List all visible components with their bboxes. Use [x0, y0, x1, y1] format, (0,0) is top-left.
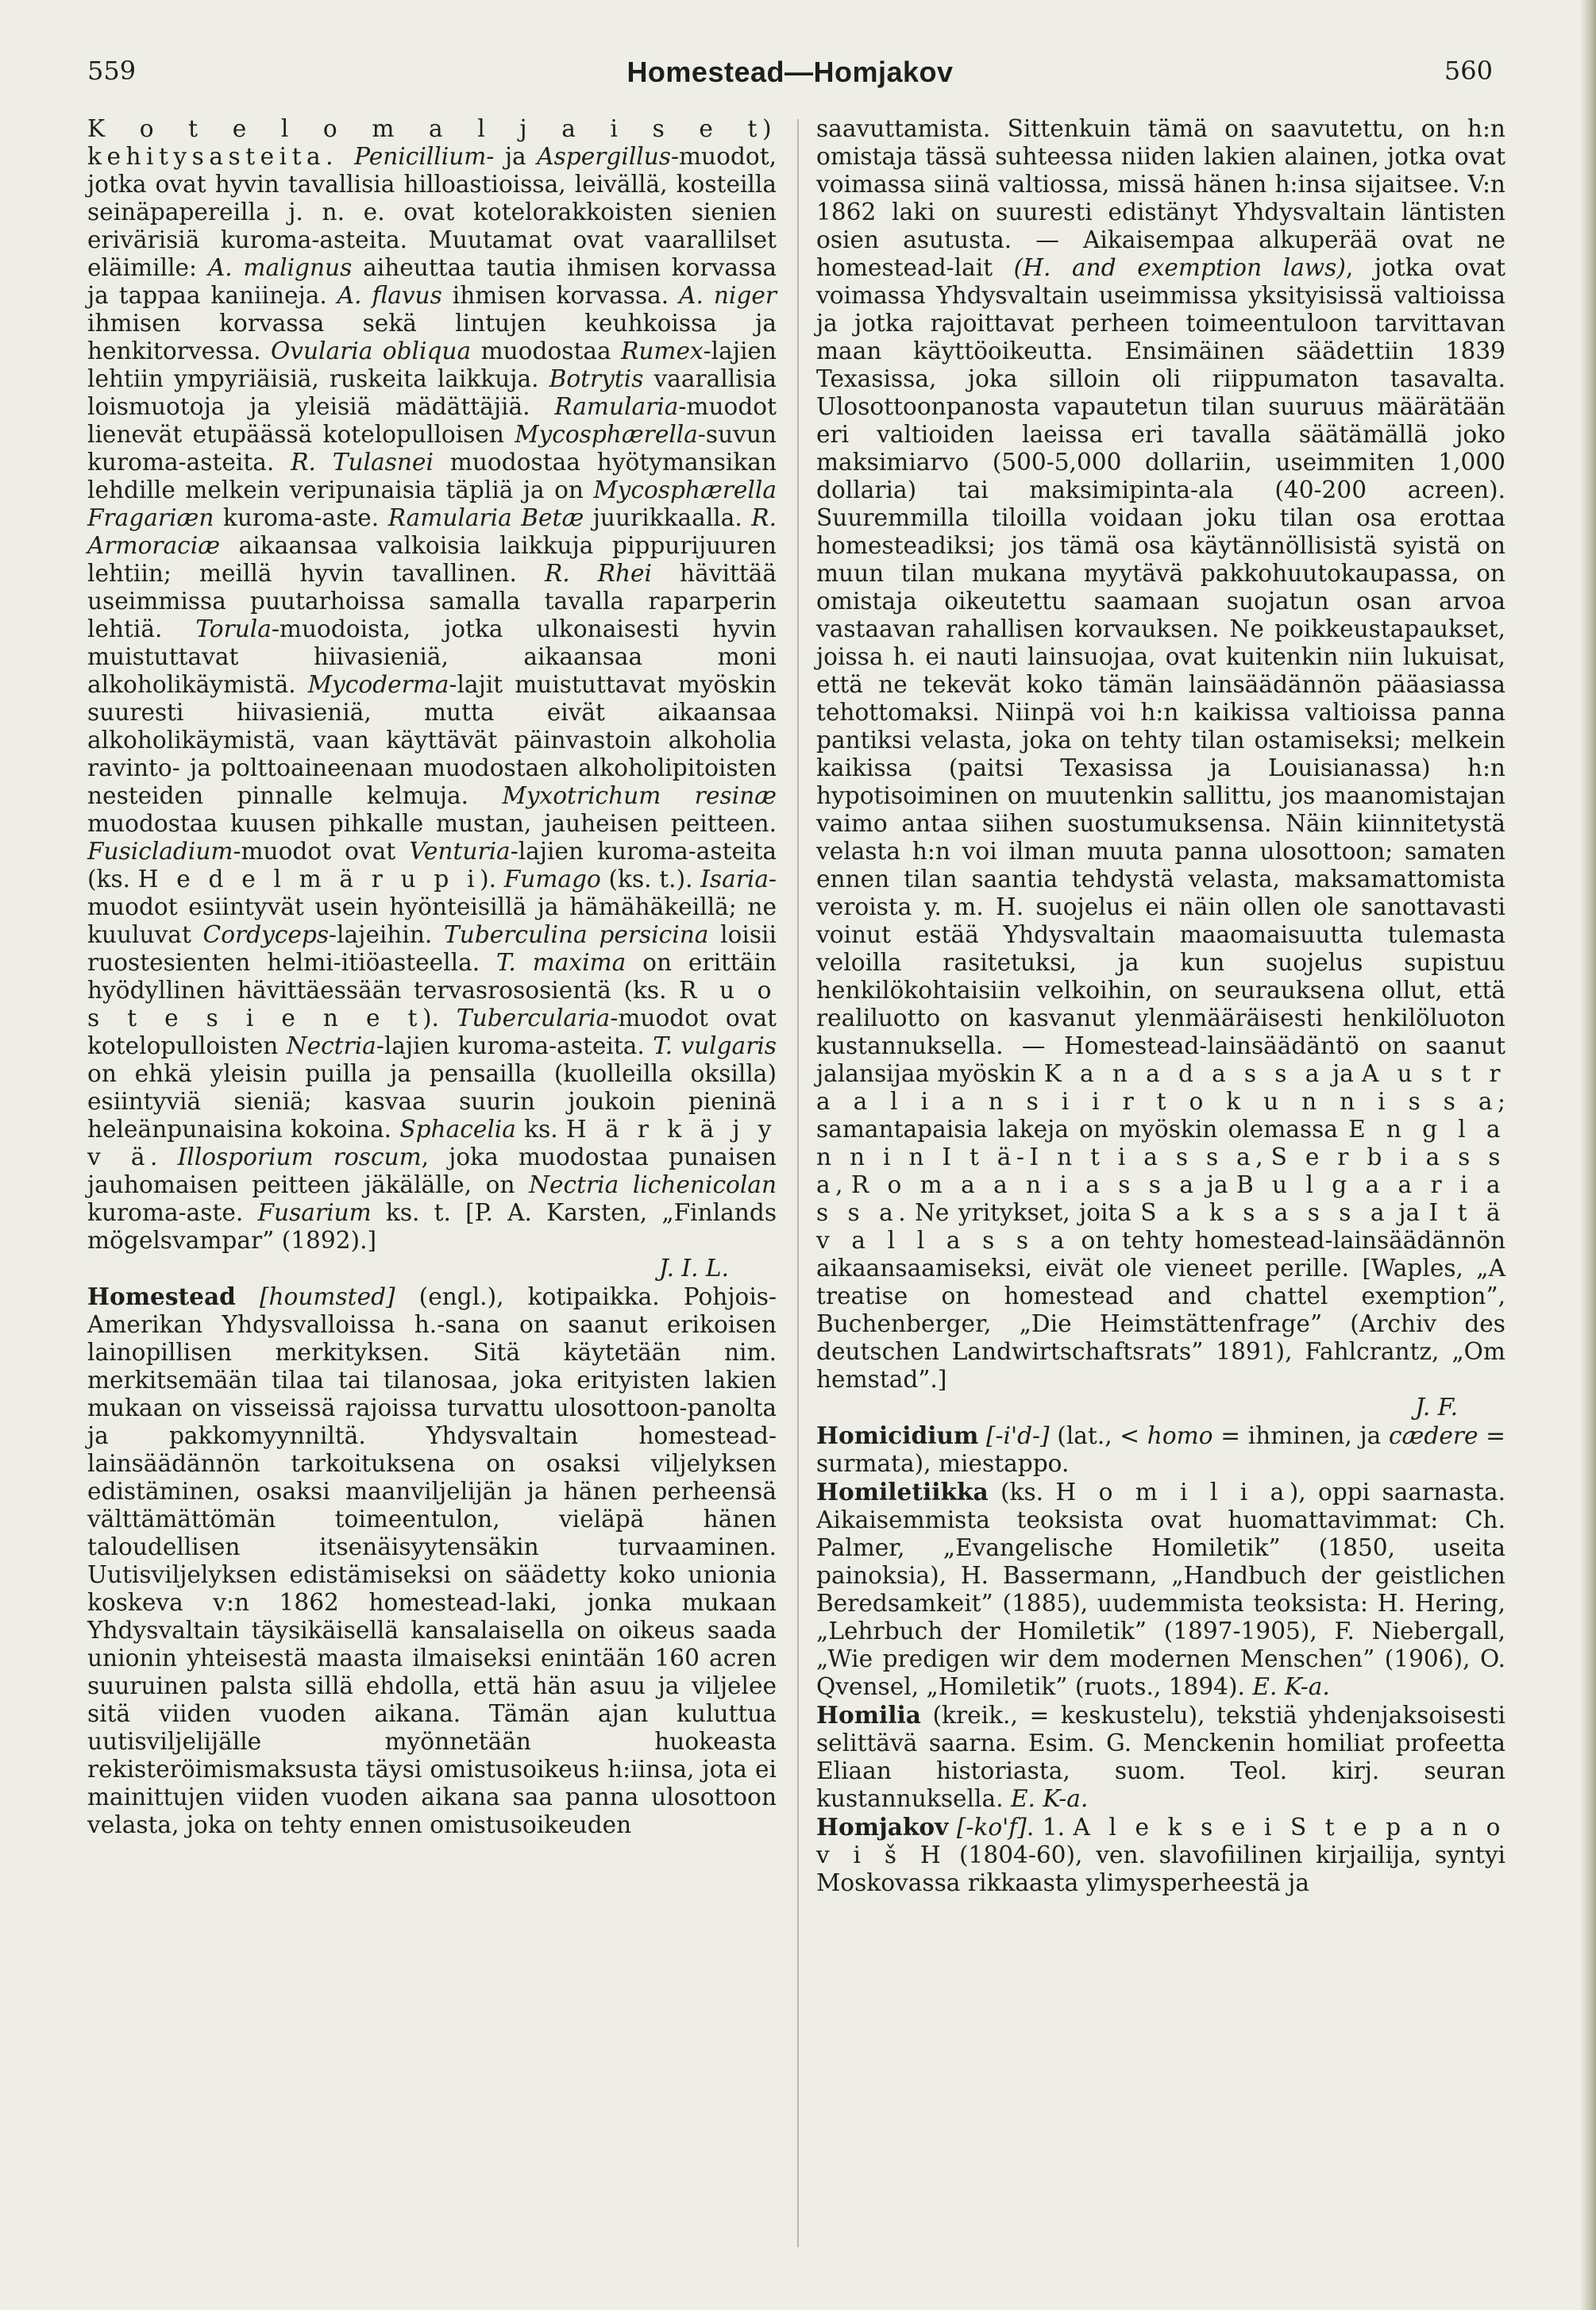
author-signature: J. F.: [1415, 1394, 1458, 1421]
entry-homjakov: Homjakov [-ko'f]. 1. A l e k s e i S t e p a n o v i š H (1804-60), ven. slavofiilinen kirjailija, syntyi Moskovassa rikkaasta ylimysperheestä ja: [816, 1813, 1506, 1896]
left-column: [87, 115, 777, 1839]
entry-homestead-continued: saavuttamista. Sittenkuin tämä on saavutettu, on h:n omistaja tässä suhteessa niiden lakien alainen, jotka ovat voimassa siinä valtiossa, missä hänen h:insa sijaitsee. V:n 1862 laki on suuresti edistänyt Yhdysvaltain läntisten osien asutusta. — Aikaisempaa alkuperää ovat ne homestead-lait (H. and exemption laws), jotka ovat voimassa Yhdysvaltain useimmissa yksityisissä valtioissa ja jotka rajoittavat perheen toimeentuloon tarvittavan maan käyttöoikeutta. Ensimäinen säädettiin 1839 Texasissa, joka silloin oli riippumaton tasavalta. Ulosottoonpanosta vapautetun tilan suuruus määrätään eri valtioiden laeissa eri tavalla säätämällä joko maksimiarvo (500-5,000 dollariin, useimmiten 1,000 dollaria) tai maksimipinta-ala (40-200 acreen). Suuremmilla tiloilla voidaan joku tilan osa erottaa homesteadiksi; jos tämä osa käytännöllisistä syistä on muun tilan mukana myytävä pakkohuutokaupassa, on omistaja oikeutettu saamaan suojatun osan arvoa vastaavan rahallisen korvauksen. Ne poikkeustapaukset, joissa h. ei nauti lainsuojaa, ovat kuitenkin niin lukuisat, että ne tekevät koko tämän lainsäädännön pääasiassa tehottomaksi. Niinpä voi h:n kaikissa valtioissa panna pantiksi velasta, joka on tehty tilan ostamiseksi; melkein kaikissa (paitsi Texasissa ja Louisianassa) h:n hypotisoiminen on muutenkin sallittu, jos maanomistajan vaimo antaa siihen suostumuksensa. Näin kiinnitetystä velasta h:n voi ilman muuta panna ulosottoon; samaten ennen tilan saantia tehdystä velasta, maksamattomista veroista y. m. H. suojelus ei näin ollen ole sanottavasti voinut estää Yhdysvaltain maaomaisuutta tulemasta veloilla rasitetuksi, ja kun suojelus supistuu henkilökohtaisiin velkoihin, on seurauksena ollut, että realiluotto on kasvanut ylenmääräisesti henkilöluoton kustannuksella. — Homestead-lainsäädäntö on saanut jalansijaa myöskin K a n a d a s s a ja A u s t r a a l i a n s i i r t o k u n n i s s a; samantapaisia lakeja on myöskin olemassa E n g l a n n i n I t ä-I n t i a s s a, S e r b i a s s a, R o m a a n i a s s a ja B u l g a a r i a s s a. Ne yritykset, joita S a k s a s s a ja I t ä v a l l a s s a on tehty homestead-lainsäädännön aikaansaamiseksi, eivät ole vieneet perille. [Waples, „A treatise on homestead and chattel exemption”, Buchenberger, „Die Heimstättenfrage” (Archiv des deutschen Landwirtschaftsrats” 1891), Fahlcrantz, „Om hemstad”.]: [816, 115, 1506, 1393]
author-signature: E. K-a.: [1252, 1673, 1330, 1700]
entry-homicidium: Homicidium [-i'd-] (lat., < homo = ihminen, ja cædere = surmata), miestappo.: [816, 1421, 1505, 1477]
author-signature: E. K-a.: [1010, 1785, 1089, 1812]
page-number-left: 559: [87, 56, 137, 86]
page-header: [87, 56, 1493, 95]
author-signature: J. I. L.: [659, 1255, 729, 1282]
entry-homiletiikka: Homiletiikka (ks. H o m i l i a), oppi saarnasta. Aikaisemmista teoksista ovat huomattavimmat: Ch. Palmer, „Evangelische Homiletik” (1850, useita painoksia), H. Bassermann, „Handbuch der geistlichen Beredsamkeit” (1885), uudemmista teoksista: H. Hering, „Lehrbuch der Homiletik” (1897-1905), F. Niebergall, „Wie predigen wir dem modernen Menschen” (1906), O. Qvensel, „Homiletik” (ruots., 1894). E. K-a.: [816, 1478, 1505, 1700]
entry-continuation-sienet: K o t e l o m a l j a i s e t) kehitysasteita. Penicillium- ja Aspergillus-muodot, jotka ovat hyvin tavallisia hilloastioissa, leivällä, kosteilla seinäpapereilla j. n. e. ovat kotelorakkoisten sienien erivärisiä kuroma-asteita. Muutamat ovat vaarallilset eläimille: A. malignus aiheuttaa tautia ihmisen korvassa ja tappaa kaniineja. A. flavus ihmisen korvassa. A. niger ihmisen korvassa sekä lintujen keuhkoissa ja henkitorvessa. Ovularia obliqua muodostaa Rumex-lajien lehtiin ympyriäisiä, ruskeita laikkuja. Botrytis vaarallisia loismuotoja ja yleisiä mädättäjiä. Ramularia-muodot lienevät etupäässä kotelopulloisen Mycosphærella-suvun kuroma-asteita. R. Tulasnei muodostaa hyötymansikan lehdille melkein veripunaisia täpliä ja on Mycosphærella Fragariæn kuroma-aste. Ramularia Betæ juurikkaalla. R. Armoraciæ aikaansaa valkoisia laikkuja pippurijuuren lehtiin; meillä hyvin tavallinen. R. Rhei hävittää useimmissa puutarhoissa samalla tavalla raparperin lehtiä. Torula-muodoista, jotka ulkonaisesti hyvin muistuttavat hiivasieniä, aikaansaa moni alkoholikäymistä. Mycoderma-lajit muistuttavat myöskin suuresti hiivasieniä, mutta eivät aikaansaa alkoholikäymistä, vaan käyttävät päinvastoin alkoholia ravinto- ja polttoaineenaan muodostaen alkoholipitoisten nesteiden pinnalle kelmuja. Myxotrichum resinæ muodostaa kuusen pihkalle mustan, jauheisen peitteen. Fusicladium-muodot ovat Venturia-lajien kuroma-asteita (ks. H e d e l m ä r u p i). Fumago (ks. t.). Isaria-muodot esiintyvät usein hyönteisillä ja hämähäkeillä; ne kuuluvat Cordyceps-lajeihin. Tuberculina persicina loisii ruostesienten helmi-itiöasteella. T. maxima on erittäin hyödyllinen hävittäessään tervasrososientä (ks. R u o s t e s i e n e t). Tubercularia-muodot ovat kotelopulloisten Nectria-lajien kuroma-asteita. T. vulgaris on ehkä yleisin puilla ja pensailla (kuolleilla oksilla) esiintyviä sieniä; kasvaa suurin joukoin pieninä heleänpunaisina kokoina. Sphacelia ks. H ä r k ä j y v ä. Illosporium roscum, joka muodostaa punaisen jauhomaisen peitteen jäkälälle, on Nectria lichenicolan kuroma-aste. Fusarium ks. t. [P. A. Karsten, „Finlands mögelsvampar” (1892).]: [87, 115, 777, 1254]
entry-homestead: Homestead [houmsted] (engl.), kotipaikka. Pohjois-Amerikan Yhdysvalloissa h.-sana on saanut erikoisen lainopillisen merkityksen. Sitä käytetään nim. merkitsemään tilaa tai tilanosaa, joka erityisten lakien mukaan on visseissä rajoissa turvattu ulosottoon-panolta ja pakkomyynniltä. Yhdysvaltain homestead-lainsäädännön tarkoituksena on osaksi viljelyksen edistäminen, osaksi maanviljelijän ja hänen perheensä välttämättömän toimeentulon, vieläpä hänen taloudellisen itsenäisyytensäkin turvaaminen. Uutisviljelyksen edistämiseksi on säädetty koko unionia koskeva v:n 1862 homestead-laki, jonka mukaan Yhdysvaltain täysikäisellä kansalaisella on oikeus saada unionin yhteisestä maasta ilmaiseksi enintään 160 acren suuruinen palsta sillä ehdolla, että hän asuu ja viljelee sitä viiden vuoden aikana. Tämän ajan kuluttua uutisviljelijälle myönnetään huokeasta rekisteröimismaksusta täysi omistusoikeus h:iinsa, jota ei mainittujen viiden vuoden aikana saa panna ulosottoon velasta, joka on tehty ennen omistusoikeuden: [87, 1282, 777, 1838]
column-divider: [797, 119, 799, 2247]
page-number-right: 560: [1444, 56, 1493, 86]
running-head: Homestead—Homjakov: [626, 56, 954, 88]
page-edge-shadow: [1580, 0, 1596, 2310]
right-column: [816, 115, 1505, 1897]
entry-homilia: Homilia (kreik., = keskustelu), tekstiä yhdenjaksoisesti selittävä saarna. Esim. G. Menckenin homiliat profeetta Eliaan historiasta, suom. Teol. kirj. seuran kustannuksella. E. K-a.: [816, 1701, 1505, 1812]
